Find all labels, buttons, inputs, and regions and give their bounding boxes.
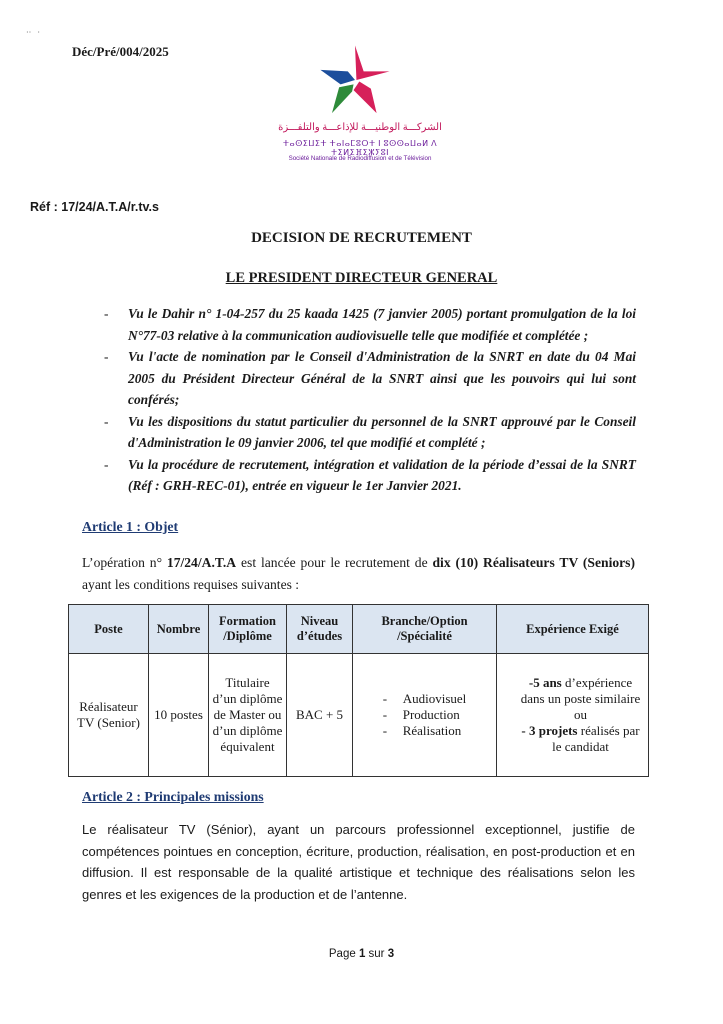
option-item: - Audiovisuel: [382, 691, 467, 706]
visas-list: [104, 303, 636, 497]
snrt-star-logo: [318, 44, 392, 116]
table-row: [69, 654, 649, 777]
visa-text: Vu les dispositions du statut particulier du personnel de la SNRT approuvé par le Conseil d'Administration le 09 janvier 2006, tel que modifié et complété ;: [128, 413, 636, 450]
col-header-nombre: Nombre: [149, 605, 209, 654]
option-item: - Réalisation: [382, 723, 462, 738]
article-2-title: Article 2 : Principales missions: [82, 789, 264, 804]
table-header-row: [69, 605, 649, 654]
article-1-text: L’opération n° 17/24/A.T.A est lancée pour le recrutement de dix (10) Réalisateurs TV (Seniors) ayant les conditions requises suivantes :: [82, 555, 635, 592]
cell-nombre: 10 postes: [149, 654, 209, 777]
col-header-branche: Branche/Option /Spécialité: [353, 605, 497, 654]
visa-item: - Vu la procédure de recrutement, intégration et validation de la période d’essai de la SNRT (Réf : GRH-REC-01), entrée en vigueur le 1er Janvier 2021.: [104, 456, 636, 493]
org-name-arabic: الشركـــة الوطنيـــة للإذاعـــة والتلفـــزة: [278, 122, 442, 133]
option-item: - Production: [382, 707, 460, 722]
logo-pink-lower-segment: [354, 81, 377, 113]
scan-specks: ·· ·: [26, 28, 40, 37]
visa-item: - Vu l'acte de nomination par le Conseil d'Administration de la SNRT en date du 04 Mai 2005 du Président Directeur Général de la SNRT ainsi que les pouvoirs qui lui sont conférés;: [104, 349, 636, 407]
requirements-table: [68, 604, 649, 777]
col-header-poste: Poste: [69, 605, 149, 654]
visa-item: - Vu les dispositions du statut particulier du personnel de la SNRT approuvé par le Conseil d'Administration le 09 janvier 2006, tel que modifié et complété ;: [104, 413, 636, 450]
org-name-tifinagh: ⵜⴰⵙⵉⵡⵉⵜ ⵜⴰⵏⴰⵎⵓⵔⵜ ⵏ ⵓⵙⵙⴰⵡⴰⵍ ⴷ ⵜⵉⵍⵉⴼⵉⵣⵢⵓⵏ: [282, 139, 438, 157]
cell-formation: Titulaire d’un diplôme de Master ou d’un diplôme équivalent: [209, 654, 287, 777]
reference: Réf : 17/24/A.T.A/r.tv.s: [30, 200, 159, 214]
document-title: DECISION DE RECRUTEMENT: [251, 230, 472, 246]
operation-number: 17/24/A.T.A: [166, 555, 237, 570]
visa-text: Vu l'acte de nomination par le Conseil d'Administration de la SNRT en date du 04 Mai 2005 du Président Directeur Général de la SNRT ainsi que les pouvoirs qui lui sont conférés;: [128, 349, 636, 407]
article-2-text: Le réalisateur TV (Sénior), ayant un parcours professionnel exceptionnel, justifie de compétences pointues en conception, écriture, production, réalisation, en post-production et en diffusion. Il est responsable de la qualité artistique et technique des réalisations selon les genres et les exigences de la production et de l’antenne.: [82, 822, 635, 902]
page-total: 3: [387, 948, 395, 960]
experience-option-2: - 3 projets réalisés par le candidat: [521, 723, 640, 754]
page-footer: Page 1 sur 3: [328, 948, 395, 960]
logo-pink-segment: [355, 45, 390, 80]
cell-options: [353, 654, 497, 777]
logo-blue-segment: [320, 70, 355, 84]
page-number: 1: [358, 948, 366, 960]
org-name-french: Société Nationale de Radiodiffusion et de Télévision: [288, 155, 432, 162]
cell-poste: Réalisateur TV (Senior): [69, 654, 149, 777]
document-subtitle: LE PRESIDENT DIRECTEUR GENERAL: [225, 270, 498, 286]
cell-experience: [497, 654, 649, 777]
col-header-formation: Formation /Diplôme: [209, 605, 287, 654]
visa-text: Vu le Dahir n° 1-04-257 du 25 kaada 1425 (7 janvier 2005) portant promulgation de la loi N°77-03 relative à la communication audiovisuelle telle que modifiée et complétée ;: [128, 306, 636, 343]
visa-item: - Vu le Dahir n° 1-04-257 du 25 kaada 1425 (7 janvier 2005) portant promulgation de la loi N°77-03 relative à la communication audiovisuelle telle que modifiée et complétée ;: [104, 306, 636, 343]
options-list: [383, 691, 467, 739]
logo-green-segment: [332, 84, 354, 113]
col-header-niveau: Niveau d’études: [287, 605, 353, 654]
doc-code: Déc/Pré/004/2025: [72, 44, 169, 59]
experience-option-1: -5 ans d’expérience dans un poste similaire: [520, 675, 641, 706]
recruitment-count: dix (10) Réalisateurs TV (Seniors): [432, 555, 635, 570]
experience-or: ou: [574, 707, 587, 722]
article-1-title: Article 1 : Objet: [82, 519, 179, 534]
col-header-experience: Expérience Exigé: [497, 605, 649, 654]
cell-niveau: BAC + 5: [287, 654, 353, 777]
visa-text: Vu la procédure de recrutement, intégration et validation de la période d’essai de la SNRT (Réf : GRH-REC-01), entrée en vigueur le 1er Janvier 2021.: [128, 456, 636, 493]
